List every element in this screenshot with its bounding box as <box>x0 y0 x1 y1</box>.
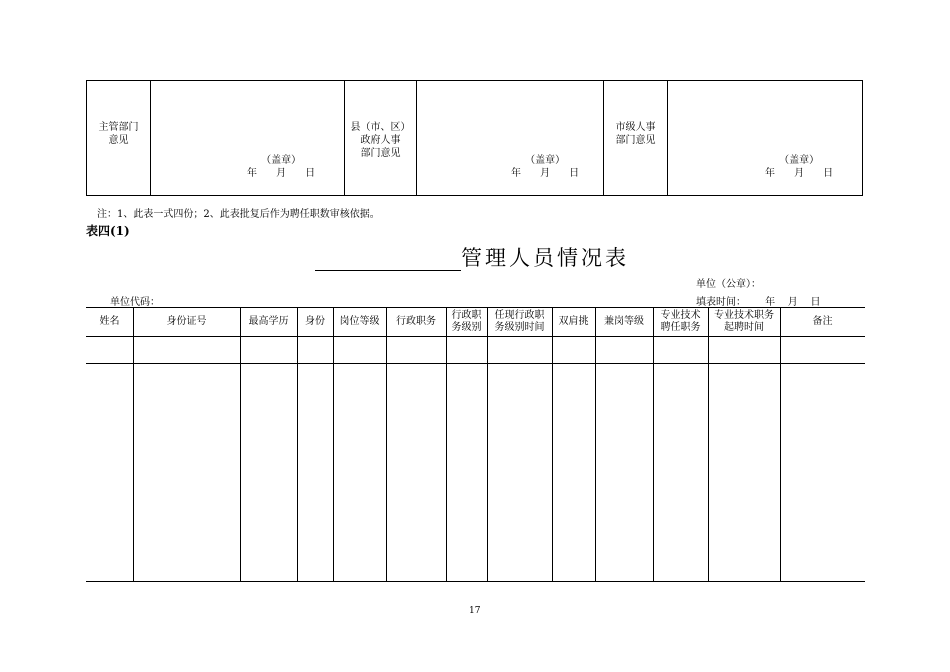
col-header-tech-time-line2: 起聘时间 <box>724 322 764 333</box>
col-header-tech-post <box>653 308 708 336</box>
col-header-admin-rank <box>446 308 487 336</box>
table-note: 注：1、此表一式四份；2、此表批复后作为聘任职数审核依据。 <box>97 209 380 220</box>
dept-label-line2: 意见 <box>108 135 129 146</box>
seal-text: （盖章） <box>261 155 302 166</box>
col-header-tech-post-line1: 专业技术 <box>660 310 701 321</box>
personnel-table <box>86 307 865 582</box>
title-area <box>315 243 629 271</box>
city-label-line2: 部门意见 <box>615 135 656 146</box>
column-divider <box>333 308 334 581</box>
date-text: 年 月 日 <box>247 168 316 179</box>
approval-table <box>86 80 863 196</box>
county-signature <box>511 154 579 180</box>
seal-text: （盖章） <box>779 155 820 166</box>
county-label-line1: 县（市、区） <box>350 122 411 133</box>
fill-time-label: 填表时间： 年 月 日 <box>696 297 821 308</box>
column-divider <box>552 308 553 581</box>
county-opinion-area <box>417 81 604 195</box>
column-divider <box>297 308 298 581</box>
row-divider <box>86 363 865 364</box>
col-header-current-rank-line2: 务级别时间 <box>494 322 545 333</box>
col-header-admin-post: 行政职务 <box>396 316 436 327</box>
city-opinion-label <box>604 81 668 195</box>
seal-text: （盖章） <box>525 155 566 166</box>
col-header-concurrent-level: 兼岗等级 <box>604 316 644 327</box>
header-divider <box>86 336 865 337</box>
dept-label-line1: 主管部门 <box>98 122 139 133</box>
col-header-name: 姓名 <box>99 316 120 327</box>
column-divider <box>653 308 654 581</box>
col-header-remarks: 备注 <box>812 316 833 327</box>
page-number: 17 <box>469 606 481 616</box>
col-header-tech-time <box>708 308 780 336</box>
date-text: 年 月 日 <box>765 168 834 179</box>
col-header-id: 身份证号 <box>166 316 207 327</box>
city-signature <box>765 154 833 180</box>
col-header-admin-rank-line2: 务级别 <box>451 322 482 333</box>
column-divider <box>133 308 134 581</box>
date-text: 年 月 日 <box>511 168 580 179</box>
col-header-tech-time-line1: 专业技术职务 <box>714 310 774 321</box>
col-header-post-level: 岗位等级 <box>339 316 380 327</box>
column-divider <box>780 308 781 581</box>
page-title: 管理人员情况表 <box>461 246 629 270</box>
col-header-admin-rank-line1: 行政职 <box>451 310 482 321</box>
city-label-line1: 市级人事 <box>615 122 656 133</box>
col-header-tech-post-line2: 聘任职务 <box>660 322 701 333</box>
county-label-line2: 政府人事 <box>360 135 401 146</box>
col-header-current-rank-line1: 任现行政职 <box>494 310 545 321</box>
col-header-current-rank-time <box>487 308 552 336</box>
column-divider <box>595 308 596 581</box>
unit-seal-label: 单位（公章）： <box>696 279 761 290</box>
column-divider <box>487 308 488 581</box>
dept-opinion-label <box>87 81 151 195</box>
county-label-line3: 部门意见 <box>360 148 401 159</box>
county-opinion-label <box>345 81 417 195</box>
dept-signature <box>247 154 315 180</box>
city-opinion-area <box>668 81 862 195</box>
col-header-education: 最高学历 <box>248 316 289 327</box>
col-header-status: 身份 <box>305 316 325 327</box>
dept-opinion-area <box>151 81 345 195</box>
column-divider <box>446 308 447 581</box>
column-divider <box>708 308 709 581</box>
col-header-dual-role: 双肩挑 <box>558 316 589 327</box>
column-divider <box>240 308 241 581</box>
column-divider <box>386 308 387 581</box>
table-number: 表四(1) <box>86 224 130 238</box>
unit-code-label: 单位代码： <box>110 297 160 308</box>
org-name-blank[interactable] <box>315 246 461 271</box>
